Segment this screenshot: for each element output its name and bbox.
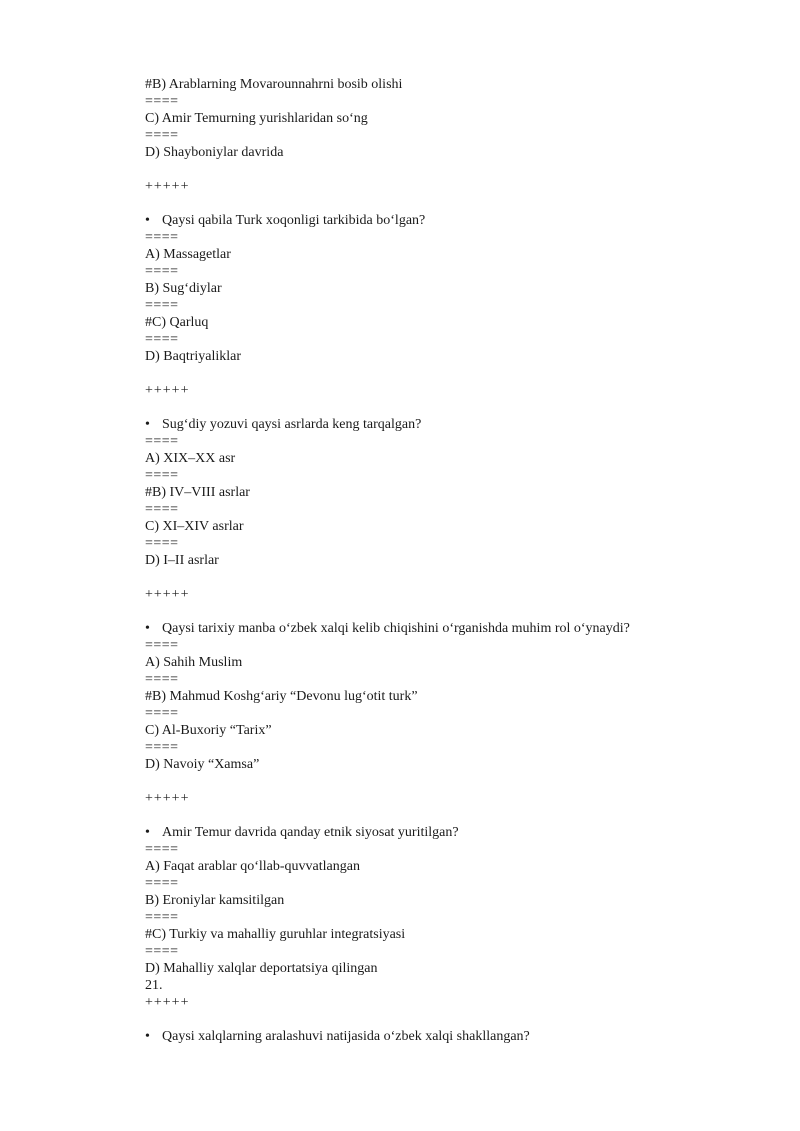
separator: ==== xyxy=(145,94,179,109)
option-line: D) Shayboniylar davrida xyxy=(145,145,284,160)
separator: ==== xyxy=(145,944,179,959)
option-line: D) Baqtriyaliklar xyxy=(145,349,242,364)
block-end-marker: +++++ xyxy=(145,995,190,1010)
question-text: Qaysi qabila Turk xoqonligi tarkibida bo‘lgan? xyxy=(162,213,426,228)
item-number: 21. xyxy=(145,978,163,993)
separator: ==== xyxy=(145,434,179,449)
separator: ==== xyxy=(145,298,179,313)
separator: ==== xyxy=(145,740,179,755)
option-line: D) I–II asrlar xyxy=(145,553,219,568)
question-line xyxy=(145,416,765,433)
separator: ==== xyxy=(145,876,179,891)
option-line: A) XIX–XX asr xyxy=(145,451,236,466)
option-line: D) Navoiy “Xamsa” xyxy=(145,757,260,772)
separator: ==== xyxy=(145,128,179,143)
separator: ==== xyxy=(145,672,179,687)
bullet-icon: • xyxy=(145,417,150,432)
separator: ==== xyxy=(145,706,179,721)
question-line xyxy=(145,1028,765,1045)
option-line: A) Sahih Muslim xyxy=(145,655,243,670)
option-line: B) Eroniylar kamsitilgan xyxy=(145,893,285,908)
question-text: Qaysi xalqlarning aralashuvi natijasida o‘zbek xalqi shakllangan? xyxy=(162,1029,530,1044)
block-end-marker: +++++ xyxy=(145,587,190,602)
option-line: #B) Arablarning Movarounnahrni bosib olishi xyxy=(145,77,403,92)
separator: ==== xyxy=(145,468,179,483)
document-page xyxy=(145,76,765,1045)
question-text: Sug‘diy yozuvi qaysi asrlarda keng tarqalgan? xyxy=(162,417,422,432)
bullet-icon: • xyxy=(145,1029,150,1044)
option-line: #C) Turkiy va mahalliy guruhlar integratsiyasi xyxy=(145,927,406,942)
option-line: A) Faqat arablar qo‘llab-quvvatlangan xyxy=(145,859,360,874)
option-line: C) XI–XIV asrlar xyxy=(145,519,244,534)
option-line: D) Mahalliy xalqlar deportatsiya qilingan xyxy=(145,961,378,976)
separator: ==== xyxy=(145,230,179,245)
separator: ==== xyxy=(145,502,179,517)
question-line xyxy=(145,212,765,229)
option-line: A) Massagetlar xyxy=(145,247,231,262)
option-line: B) Sug‘diylar xyxy=(145,281,222,296)
question-text: Amir Temur davrida qanday etnik siyosat yuritilgan? xyxy=(162,825,459,840)
separator: ==== xyxy=(145,264,179,279)
bullet-icon: • xyxy=(145,621,150,636)
block-end-marker: +++++ xyxy=(145,179,190,194)
option-line: #C) Qarluq xyxy=(145,315,209,330)
option-line: #B) Mahmud Koshg‘ariy “Devonu lug‘otit turk” xyxy=(145,689,418,704)
separator: ==== xyxy=(145,842,179,857)
bullet-icon: • xyxy=(145,825,150,840)
bullet-icon: • xyxy=(145,213,150,228)
block-end-marker: +++++ xyxy=(145,791,190,806)
option-line: C) Al-Buxoriy “Tarix” xyxy=(145,723,272,738)
option-line: C) Amir Temurning yurishlaridan so‘ng xyxy=(145,111,368,126)
separator: ==== xyxy=(145,910,179,925)
separator: ==== xyxy=(145,332,179,347)
question-text: Qaysi tarixiy manba o‘zbek xalqi kelib chiqishini o‘rganishda muhim rol o‘ynaydi? xyxy=(162,621,630,636)
question-line xyxy=(145,824,765,841)
question-line xyxy=(145,620,765,637)
block-end-marker: +++++ xyxy=(145,383,190,398)
option-line: #B) IV–VIII asrlar xyxy=(145,485,250,500)
separator: ==== xyxy=(145,536,179,551)
separator: ==== xyxy=(145,638,179,653)
